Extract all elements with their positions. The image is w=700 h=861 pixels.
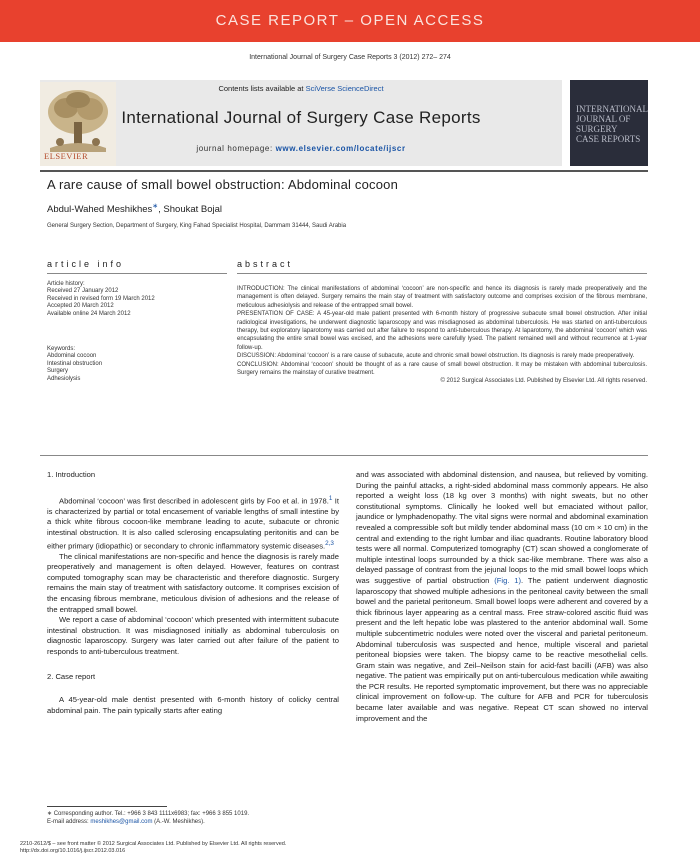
abstract-presentation: PRESENTATION OF CASE: A 45-year-old male patient presented with 6-month history of progressive subacute small bowel obstruction. After initial radiological investigations, he underwent diagnostic laparoscopy and was misdiagnosed as abdominal tuberculosis. He was started on anti-tuberculous therapy, but exploratory laparotomy was carried out after failure to respond to anti-tuberculous therapy. At laparotomy, the abdominal ‘cocoon’ which was encapsulating the entire small bowel was excised, and the adhesions were carefully lysed. The patient remained well and without recurrence at 1-year follow-up. (237, 311, 647, 351)
contents-line (40, 84, 562, 93)
open-access-banner (0, 0, 700, 42)
body-right-column (356, 470, 648, 724)
article-info-heading: article info (47, 259, 125, 269)
elsevier-wordmark: ELSEVIER (44, 151, 89, 161)
abstract-heading: abstract (237, 259, 294, 269)
article-title: A rare cause of small bowel obstruction: Abdominal cocoon (47, 177, 399, 192)
email-line (47, 818, 339, 826)
banner-label: CASE REPORT – OPEN ACCESS (215, 12, 485, 29)
keyword-item: Intestinal obstruction (47, 360, 103, 367)
journal-header (40, 80, 562, 166)
case-text-a: and was associated with abdominal distension, and nausea, but relieved by vomiting. During the painful attacks, a right-sided abdominal mass commonly appears. He also reported a weight loss (18 kg over 3 months) with night sweats, but no other constitutional symptoms. Clinically he looked well but emaciated without pallor, jaundice or lymphadenopathy. The vital signs were normal and abdominal examination revealed a compressible soft but mildly tender abdominal mass (10 cm × 10 cm) in the central and extending to the right lumbar and iliac quadrants. Routine laboratory blood tests were all normal. Computerized tomography (CT) scan showed a conglomerate of multiple intestinal loops surrounded by a thick sac-like membrane. There was also a delayed passage of contrast from the jejunal loops to the mid small bowel loops which was suggestive of partial obstruction (356, 470, 648, 585)
abstract-conclusion: CONCLUSION: Abdominal ‘cocoon’ should be thought of as a rare cause of small bowel obstruction. It may be mistaken with abdominal tuberculosis. Surgery remains the mainstay of curative treatment. (237, 361, 647, 377)
keyword-item: Surgery (47, 368, 69, 375)
footnote-rule (47, 806, 167, 807)
corresponding-author-mark[interactable]: ∗ (152, 203, 159, 210)
abstract-text (237, 285, 647, 386)
sciencedirect-link[interactable]: SciVerse ScienceDirect (305, 84, 384, 93)
introduction-heading: 1. Introduction (47, 470, 96, 479)
email-prefix: E-mail address: (47, 819, 91, 825)
body-divider (40, 455, 648, 456)
keyword-item: Abdominal cocoon (47, 353, 97, 360)
section-gap (47, 658, 339, 672)
author-line (47, 202, 222, 215)
journal-cover-thumbnail (570, 80, 648, 166)
homepage-link[interactable]: www.elsevier.com/locate/ijscr (275, 144, 406, 153)
keyword-item: Adhesiolysis (47, 375, 81, 382)
intro-text-b: It is characterized by partial or total encasement of variable lengths of small intestine by a thick white fibrous cocoon-like membrane leading to acute, subacute or chronic intestinal obstruction. It is also called sclerosing encapsulating peritonitis and can be either primary (idiopathic) or secondary to chronic inflammatory systemic diseases. (47, 496, 339, 551)
introduction-paragraph: The clinical manifestations are non-specific and hence the diagnosis is rarely made preoperatively and management is often delayed. However, features on contrast computed tomography scan may be characteristic and therefore diagnostic. Surgery remains the main stay of treatment with satisfactory outcome. It comprises excision of the encasing fibrous membrane, meticulous division of adhesions and the release of the entrapped small bowel. (47, 551, 339, 614)
introduction-paragraph: We report a case of abdominal ‘cocoon’ which presented with intermittent subacute intestinal obstruction. It was misdiagnosed initially as abdominal tuberculosis on diagnostic laparoscopy. Surgery was later carried out after failure of the patient to responds to anti-tuberculous treatment. (47, 615, 339, 656)
homepage-prefix: journal homepage: (196, 144, 276, 153)
email-suffix: (A.-W. Meshikhes). (152, 819, 205, 825)
journal-title: International Journal of Surgery Case Reports (121, 108, 481, 127)
journal-homepage (40, 144, 562, 153)
author-affiliation: General Surgery Section, Department of Surgery, King Fahad Specialist Hospital, Dammam 31444, Saudi Arabia (47, 223, 347, 229)
second-author: , Shoukat Bojal (158, 204, 223, 216)
history-label: Article history: (47, 281, 85, 287)
history-online: Available online 24 March 2012 (47, 310, 131, 317)
first-author: Abdul-Wahed Meshikhes (47, 204, 153, 216)
doi-line[interactable]: http://dx.doi.org/10.1016/j.ijscr.2012.03.016 (20, 847, 126, 854)
keywords-label: Keywords: (47, 346, 76, 352)
history-revised: Received in revised form 19 March 2012 (47, 295, 155, 302)
abstract-copyright: © 2012 Surgical Associates Ltd. Published by Elsevier Ltd. All rights reserved. (440, 378, 647, 385)
abstract-rule (237, 273, 647, 274)
history-received: Received 27 January 2012 (47, 288, 119, 295)
article-history (47, 281, 227, 318)
body-left-column (47, 470, 339, 716)
figure-1-link[interactable]: (Fig. 1) (494, 575, 522, 585)
journal-citation: International Journal of Surgery Case Reports 3 (2012) 272– 274 (249, 54, 451, 61)
keywords-block (47, 346, 227, 383)
intro-text-a: Abdominal ‘cocoon’ was first described in adolescent girls by Foo et al. in 1978. (59, 496, 329, 506)
corresponding-author-contact: ∗ Corresponding author. Tel.: +966 3 843 1111x6983; fax: +966 3 855 1019. (47, 811, 250, 817)
case-report-paragraph: A 45-year-old male dentist presented with 6-month history of colicky central abdominal pain. The pain typically starts after eating (47, 695, 339, 715)
history-accepted: Accepted 20 March 2012 (47, 303, 114, 310)
abstract-introduction: INTRODUCTION: The clinical manifestations of abdominal ‘cocoon’ are non-specific and hence its diagnosis is rarely made preoperatively and the management is often delayed. Surgery remains the main stay of treatment with satisfactory outcome and comprises excision of the fibrous membrane, meticulous adhesiolysis and release of the entrapped small bowel. (237, 286, 647, 309)
corresponding-footnote (47, 810, 339, 826)
reference-link[interactable]: 1 (328, 494, 333, 502)
email-link[interactable]: meshikhes@gmail.com (90, 819, 153, 825)
header-divider (40, 170, 648, 172)
introduction-paragraph (47, 494, 339, 552)
case-text-b: . The patient underwent diagnostic laparoscopy that showed multiple adhesions in the peritoneal cavity between the small bowel and the parietal peritoneum. Small bowel loops were adherent and covered by a thick fibrinous layer appearing as a central mass. Free straw-colored ascitic fluid was present and the left hepatic lobe was plastered to the anterior abdominal wall. Some multiple subcentimetric nodules were noted over the visceral and parietal peritoneum. Abdominal tuberculosis was suspected and hence, multiple visceral and parietal peritoneal biopsies were taken. The biopsy came to be reactive mesothelial cells. Gram stain was negative, and Zeil–Neilson stain for acid-fast bacilli (AFB) was also negative. The patient was empirically put on anti-tuberculous medication while awaiting the PCR results. He reported symptomatic improvement, but there was no appreciable clinical improvement on follow-up. The culture for AFB and PCR for tuberculosis became later available and was negative. Repeat CT scan showed no interval improvement and the (356, 575, 648, 723)
issn-line: 2210-2612/$ – see front matter © 2012 Surgical Associates Ltd. Published by Elsevier Ltd. All rights reserved. (20, 841, 287, 847)
reference-link[interactable]: 2,3 (325, 539, 334, 547)
front-matter (20, 841, 286, 854)
article-info-rule (47, 273, 227, 274)
abstract-discussion: DISCUSSION: Abdominal ‘cocoon’ is a rare cause of subacute, acute and chronic small bowel obstruction. Its diagnosis is rarely made preoperatively. (237, 353, 635, 360)
cover-title: INTERNATIONAL JOURNAL OF SURGERY CASE REPORTS (576, 104, 648, 144)
case-report-heading: 2. Case report (47, 671, 96, 681)
contents-prefix: Contents lists available at (218, 84, 306, 93)
case-report-continued (356, 470, 648, 724)
